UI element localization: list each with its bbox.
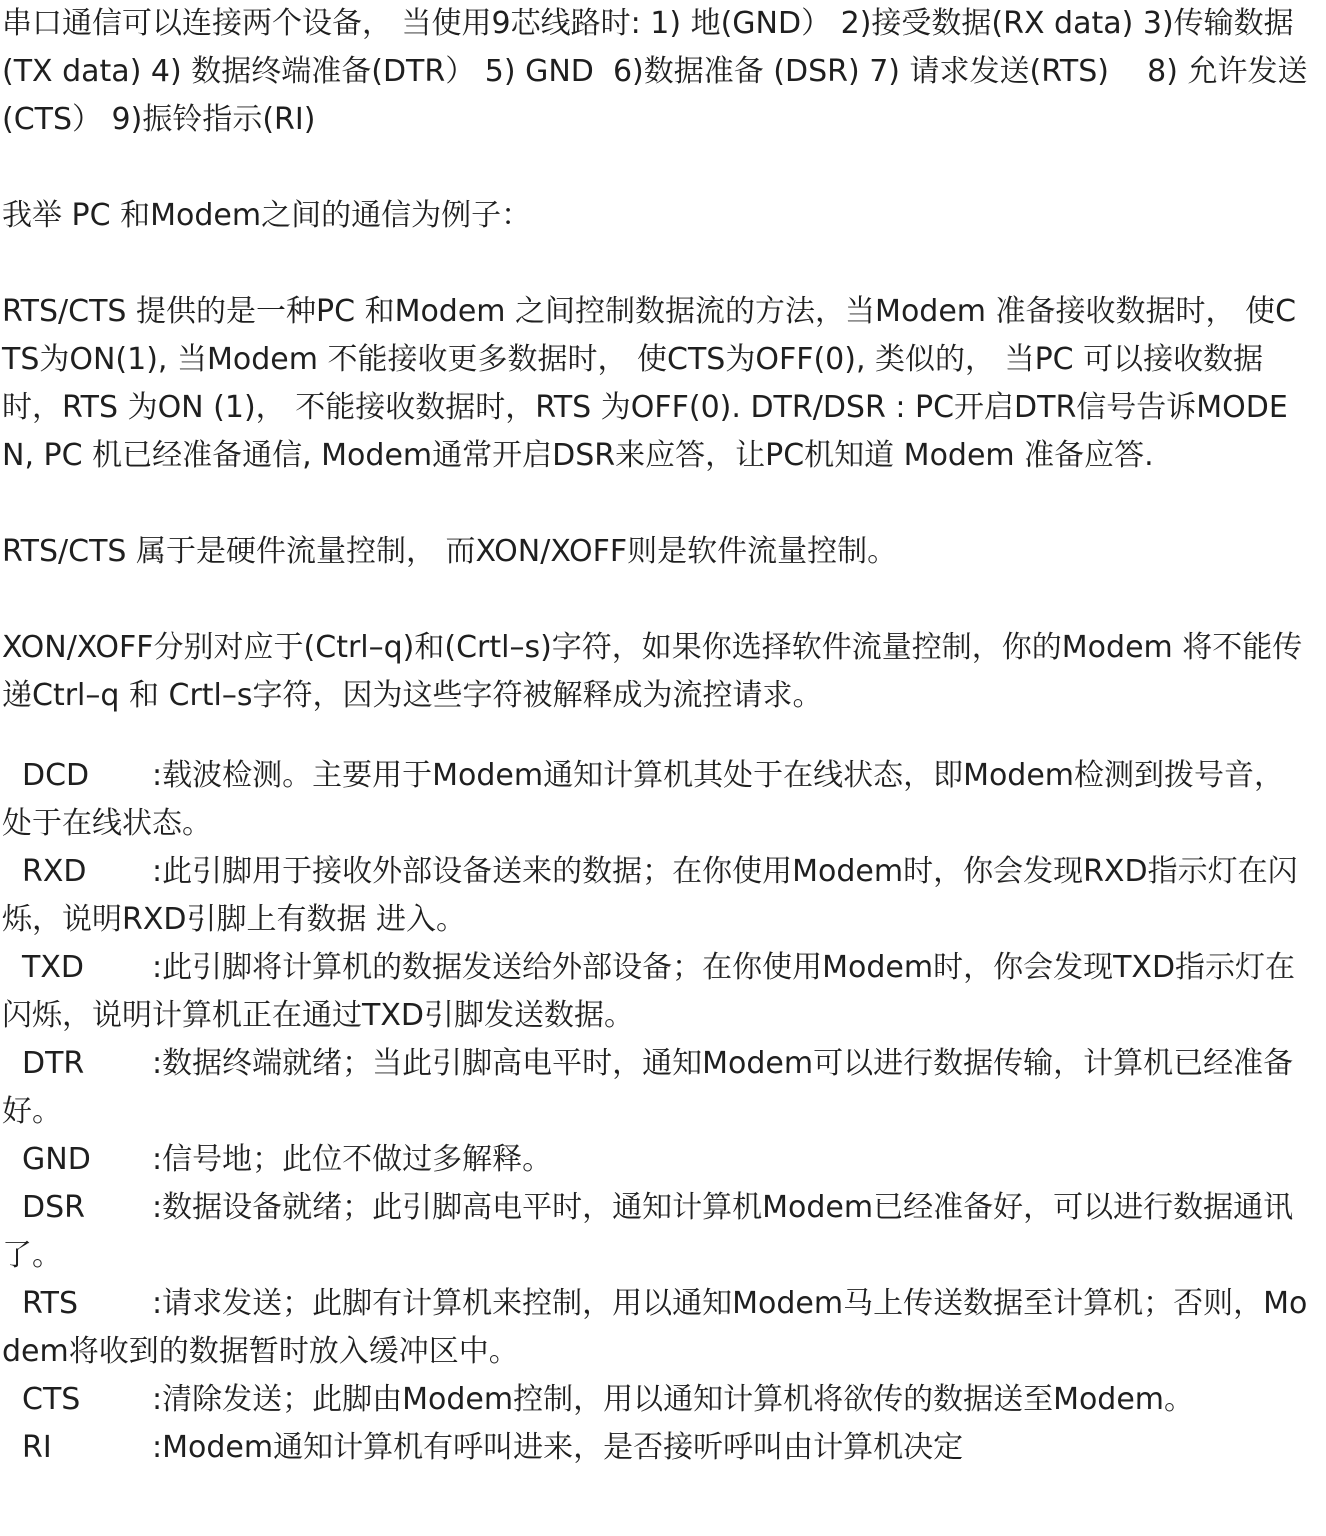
xon-xoff-paragraph: XON/XOFF分别对应于(Ctrl–q)和(Crtl–s)字符，如果你选择软件流量控制，你的Modem 将不能传递Ctrl–q 和 Crtl–s字符，因为这些字符被解释成为流控请求。 — [2, 630, 1303, 713]
pin-name: DTR — [22, 1046, 85, 1081]
pin-description: :清除发送；此脚由Modem控制，用以通知计算机将欲传的数据送至Modem。 — [152, 1382, 1195, 1417]
paragraph-spacer — [2, 144, 1314, 192]
pin-name: TXD — [22, 950, 84, 985]
paragraph-spacer — [2, 576, 1314, 624]
pin-name: RI — [22, 1430, 52, 1465]
pin-row-rts — [2, 1280, 1314, 1376]
paragraph-spacer — [2, 240, 1314, 288]
rts-cts-explanation-paragraph: RTS/CTS 提供的是一种PC 和Modem 之间控制数据流的方法，当Modem 准备接收数据时， 使CTS为ON(1), 当Modem 不能接收更多数据时， 使CTS为OFF(0), 类似的， 当PC 可以接收数据时，RTS 为ON (1)， 不能接收数据时，RTS 为OFF(0). DTR/DSR : PC开启DTR信号告诉MODEN, PC 机已经准备通信, Modem通常开启DSR来应答，让PC机知道 Modem 准备应答. — [2, 294, 1297, 473]
pin-name: RXD — [22, 854, 87, 889]
paragraph-spacer — [2, 480, 1314, 528]
pin-name: GND — [22, 1142, 91, 1177]
pin-row-dsr — [2, 1184, 1314, 1280]
pin-description: :信号地；此位不做过多解释。 — [152, 1142, 553, 1177]
paragraph-spacer — [2, 720, 1314, 752]
pin-row-gnd — [2, 1136, 1314, 1184]
pin-name: RTS — [22, 1286, 79, 1321]
pin-row-dcd — [2, 752, 1314, 848]
pin-row-dtr — [2, 1040, 1314, 1136]
pin-description: :Modem通知计算机有呼叫进来，是否接听呼叫由计算机决定 — [152, 1430, 964, 1465]
pin-description: :数据终端就绪；当此引脚高电平时，通知Modem可以进行数据传输，计算机已经准备好。 — [2, 1046, 1294, 1129]
pin-name: DCD — [22, 758, 90, 793]
pin-row-ri — [2, 1424, 1314, 1472]
pin-description: :数据设备就绪；此引脚高电平时，通知计算机Modem已经准备好，可以进行数据通讯了。 — [2, 1190, 1294, 1273]
pin-name: DSR — [22, 1190, 85, 1225]
intro-paragraph-serial-pins: 串口通信可以连接两个设备， 当使用9芯线路时: 1) 地(GND） 2)接受数据(RX data) 3)传输数据 (TX data) 4) 数据终端准备(DTR） 5) GND 6)数据准备 (DSR) 7) 请求发送(RTS) 8) 允许发送(CTS） 9)振铃指示(RI) — [2, 6, 1308, 137]
pin-row-cts — [2, 1376, 1314, 1424]
pin-name: CTS — [22, 1382, 81, 1417]
pin-description: :此引脚用于接收外部设备送来的数据；在你使用Modem时，你会发现RXD指示灯在闪烁，说明RXD引脚上有数据 进入。 — [2, 854, 1298, 937]
pin-row-txd — [2, 944, 1314, 1040]
pin-description: :请求发送；此脚有计算机来控制，用以通知Modem马上传送数据至计算机；否则，Modem将收到的数据暂时放入缓冲区中。 — [2, 1286, 1308, 1369]
pin-definition-list — [2, 752, 1314, 1472]
example-intro-paragraph: 我举 PC 和Modem之间的通信为例子： — [2, 198, 532, 233]
flow-control-type-paragraph: RTS/CTS 属于是硬件流量控制， 而XON/XOFF则是软件流量控制。 — [2, 534, 898, 569]
pin-description: :载波检测。主要用于Modem通知计算机其处于在线状态，即Modem检测到拨号音， 处于在线状态。 — [2, 758, 1285, 841]
pin-row-rxd — [2, 848, 1314, 944]
pin-description: :此引脚将计算机的数据发送给外部设备；在你使用Modem时，你会发现TXD指示灯在闪烁，说明计算机正在通过TXD引脚发送数据。 — [2, 950, 1296, 1033]
